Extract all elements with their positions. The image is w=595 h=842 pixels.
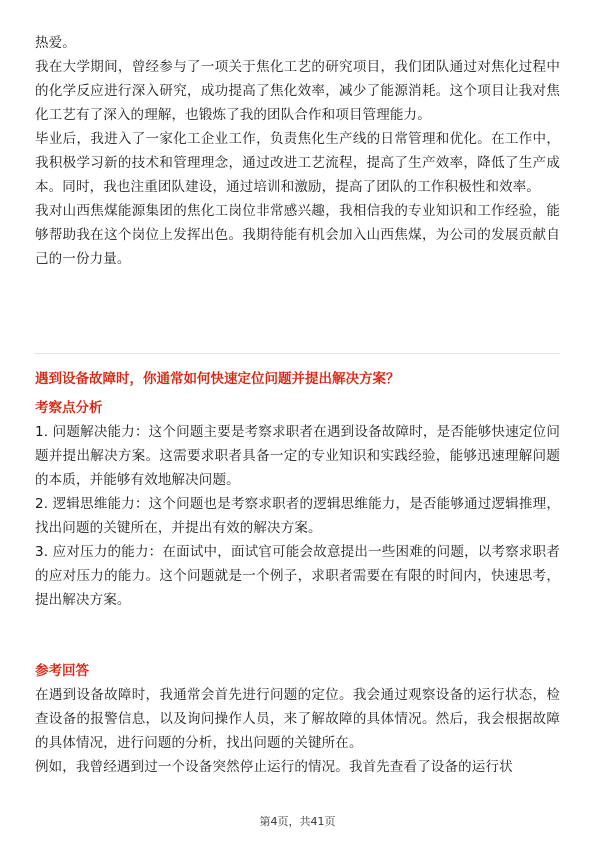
question-section bbox=[35, 369, 560, 389]
answer-paragraph: 毕业后，我进入了一家化工企业工作，负责焦化生产线的日常管理和优化。在工作中，我积极学习新的技术和管理理念，通过改进工艺流程，提高了生产效率，降低了生产成本。同时，我也注重团队建设，通过培训和激励，提高了团队的工作积极性和效率。 bbox=[35, 131, 560, 195]
page-footer bbox=[0, 813, 595, 829]
analysis-item: 1. 问题解决能力：这个问题主要是考察求职者在遇到设备故障时，是否能够快速定位问题并提出解决方案。这需要求职者具备一定的专业知识和实践经验，能够迅速理解问题的本质，并能够有效地解决问题。 bbox=[35, 424, 560, 488]
answer-paragraph: 我对山西焦煤能源集团的焦化工岗位非常感兴趣，我相信我的专业知识和工作经验，能够帮助我在这个岗位上发挥出色。我期待能有机会加入山西焦煤，为公司的发展贡献自己的一份力量。 bbox=[35, 203, 560, 267]
answer-paragraph: 热爱。 bbox=[35, 35, 76, 51]
analysis-heading: 考察点分析 bbox=[35, 400, 103, 416]
analysis-section bbox=[35, 398, 560, 612]
answer-paragraph: 我在大学期间，曾经参与了一项关于焦化工艺的研究项目，我们团队通过对焦化过程中的化学反应进行深入研究，成功提高了焦化效率，减少了能源消耗。这个项目让我对焦化工艺有了深入的理解，也锻炼了我的团队合作和项目管理能力。 bbox=[35, 59, 560, 123]
analysis-item: 3. 应对压力的能力：在面试中，面试官可能会故意提出一些困难的问题，以考察求职者的应对压力的能力。这个问题就是一个例子，求职者需要在有限的时间内，快速思考，提出解决方案。 bbox=[35, 544, 560, 608]
section-divider bbox=[35, 353, 560, 354]
page-number: 第4页，共41页 bbox=[259, 815, 336, 828]
reference-paragraph: 在遇到设备故障时，我通常会首先进行问题的定位。我会通过观察设备的运行状态，检查设备的报警信息，以及询问操作人员，来了解故障的具体情况。然后，我会根据故障的具体情况，进行问题的分析，找出问题的关键所在。 bbox=[35, 687, 560, 751]
previous-answer-section bbox=[35, 31, 560, 271]
reference-paragraph: 例如，我曾经遇到过一个设备突然停止运行的情况。我首先查看了设备的运行状 bbox=[35, 759, 513, 775]
reference-section bbox=[35, 661, 560, 779]
question-title: 遇到设备故障时，你通常如何快速定位问题并提出解决方案？ bbox=[35, 371, 400, 387]
analysis-item: 2. 逻辑思维能力：这个问题也是考察求职者的逻辑思维能力，是否能够通过逻辑推理，找出问题的关键所在，并提出有效的解决方案。 bbox=[35, 496, 560, 536]
reference-heading: 参考回答 bbox=[35, 663, 89, 679]
